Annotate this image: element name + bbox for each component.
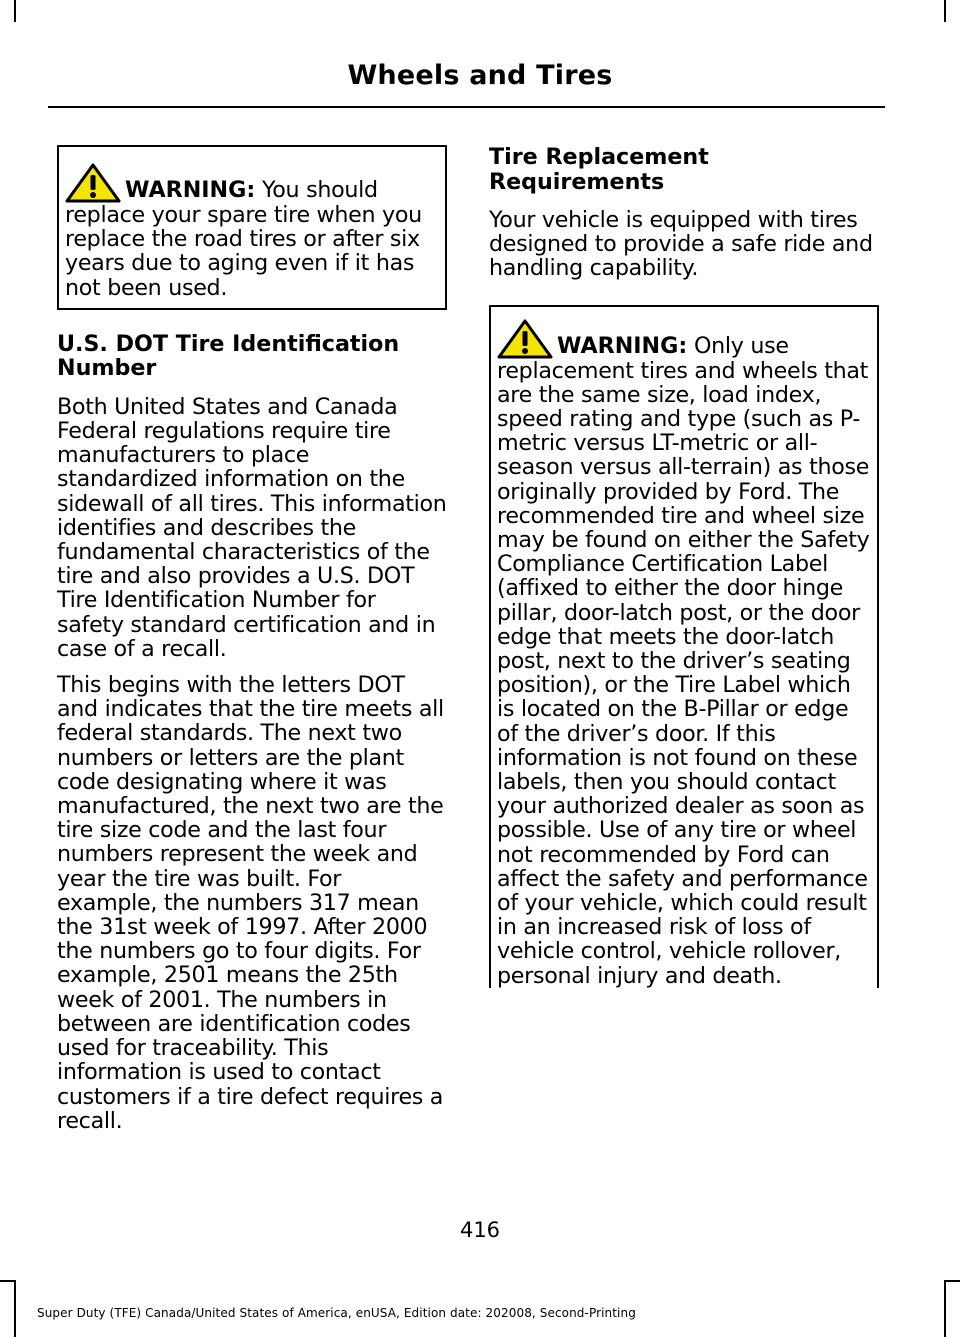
footer-edition-info: Super Duty (TFE) Canada/United States of America, enUSA, Edition date: 202008, Second-Printing xyxy=(37,1306,636,1320)
crop-mark-bottom-left-v xyxy=(14,1280,16,1337)
crop-mark-top-right-v xyxy=(944,0,946,22)
warning-label: WARNING: xyxy=(125,177,256,203)
paragraph-dot-code: This begins with the letters DOT and indicates that the tire meets all federal standards. The next two numbers or letters are the plant code designating where it was manufactured, the next two are the tire size code and the last four numbers represent the week and year the tire was built. For example, the numbers 317 mean the 31st week of 1997. After 2000 the numbers go to four digits. For example, 2501 means the 25th week of 2001. The numbers in between are identification codes used for traceability. This information is used to contact customers if a tire defect requires a recall. xyxy=(57,672,444,1134)
warning-text-block xyxy=(65,163,439,300)
warning-box-replacement xyxy=(489,305,879,988)
crop-mark-bottom-right-h xyxy=(944,1280,960,1282)
crop-mark-bottom-left-h xyxy=(0,1280,16,1282)
warning-text: Only use replacement tires and wheels that are the same size, load index, speed rating and type (such as P-metric versus LT-metric or all-season versus all-terrain) as those originally provided by Ford. The recommended tire and wheel size may be found on either the Safety Compliance Certification Label (affixed to either the door hinge pillar, door-latch post, or the door edge that meets the door-latch post, next to the driver’s seating position), or the Tire Label which is located on the B-Pillar or edge of the driver’s door. If this information is not found on these labels, then you should contact your authorized dealer as soon as possible. Use of any tire or wheel not recommended by Ford can affect the safety and performance of your vehicle, which could result in an increased risk of loss of vehicle control, vehicle rollover, personal injury and death. xyxy=(497,332,870,989)
warning-text-block xyxy=(497,319,871,988)
warning-text: You should replace your spare tire when you replace the road tires or after six years due to aging even if it has not been used. xyxy=(65,177,422,301)
section-heading-dot-tin: U.S. DOT Tire Identification Number xyxy=(57,330,400,382)
page-number: 416 xyxy=(459,1218,501,1242)
page-title: Wheels and Tires xyxy=(347,60,613,91)
warning-triangle-icon xyxy=(497,319,553,359)
crop-mark-bottom-right-v xyxy=(944,1280,946,1337)
warning-label: WARNING: xyxy=(557,332,688,359)
paragraph-equipped-tires: Your vehicle is equipped with tires designed to provide a safe ride and handling capability. xyxy=(489,207,873,282)
title-divider xyxy=(48,106,885,108)
left-column xyxy=(57,145,447,1145)
paragraph-regulations: Both United States and Canada Federal regulations require tire manufacturers to place standardized information on the sidewall of all tires. This information identifies and describes the fundamental characteristics of the tire and also provides a U.S. DOT Tire Identification Number for safety standard certification and in case of a recall. xyxy=(57,393,447,662)
right-column xyxy=(489,145,879,1010)
warning-box-spare-tire xyxy=(57,145,447,310)
warning-triangle-icon xyxy=(65,163,121,203)
section-heading-tire-replacement: Tire Replacement Requirements xyxy=(489,144,709,195)
crop-mark-top-left-v xyxy=(14,0,16,22)
